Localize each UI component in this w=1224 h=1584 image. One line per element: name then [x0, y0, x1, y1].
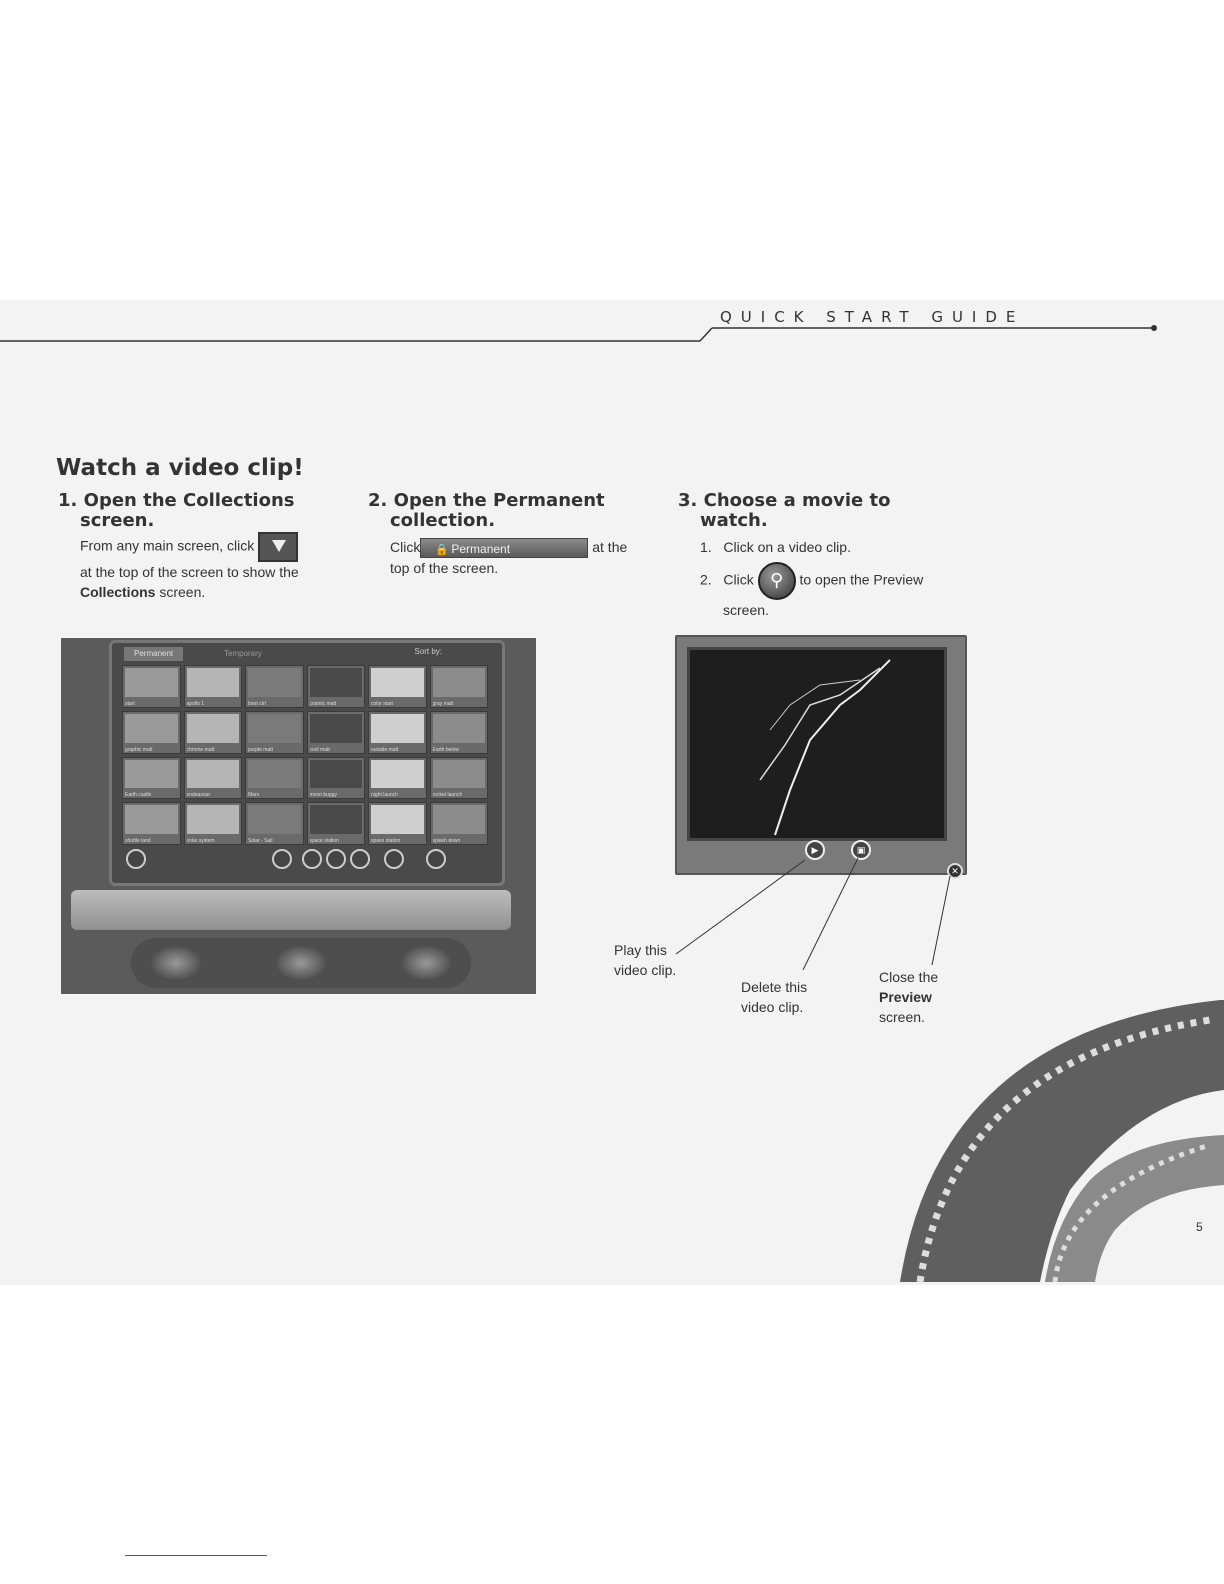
clip-caption: purple matt	[248, 746, 274, 753]
clip-caption: night launch	[371, 792, 398, 799]
step-3-sub2-text-b: to open the Preview	[799, 571, 924, 588]
step-3-sub2-number: 2.	[700, 571, 712, 588]
step-3-sub2-text-a: Click	[723, 571, 754, 588]
clip-caption: splash down	[432, 838, 461, 844]
callout-delete-line1: Delete this	[741, 979, 808, 995]
guide-title: QUICK START GUIDE	[720, 308, 1025, 326]
clip-caption: rocket launch	[432, 792, 463, 799]
step-1-text-bold: Collections	[80, 584, 156, 600]
clip-caption: graphic matt	[125, 746, 153, 753]
clip-caption: boot ctrl	[248, 700, 266, 707]
callout-close-line1: Close the	[879, 969, 939, 985]
page-title: Watch a video clip!	[56, 455, 304, 481]
trash-icon[interactable]: ▣	[851, 840, 871, 860]
clip-caption: color start	[371, 700, 393, 707]
step-3-heading-line1: Choose a movie to	[703, 490, 891, 511]
step-2-heading-line2: collection.	[390, 510, 496, 531]
clip-caption: cool matt	[309, 746, 330, 753]
callout-close-bold: Preview	[879, 989, 932, 1005]
clip-caption: Earth castle	[125, 792, 152, 799]
step-3-sub1-number: 1.	[700, 539, 712, 555]
clip-caption: outside matt	[371, 746, 399, 753]
sort-label: Sort by:	[414, 647, 442, 656]
callout-close-line3: screen.	[879, 1009, 925, 1025]
callout-delete-line2: video clip.	[741, 999, 804, 1015]
callout-play	[614, 940, 676, 980]
permanent-tab-label: Permanent	[451, 542, 511, 557]
step-3-sub1-text: Click on a video clip.	[723, 539, 851, 555]
clip-caption: Earth below	[432, 746, 459, 753]
step-1-text-a: From any main screen, click	[80, 537, 255, 554]
clip-caption: space station	[371, 838, 401, 844]
clip-caption: shuttle land	[125, 838, 151, 844]
film-strip-decoration	[880, 990, 1224, 1286]
tab-temporary[interactable]: Temporary	[224, 649, 262, 658]
step-2-text-b: at the	[592, 539, 628, 555]
clip-caption: space station	[309, 838, 339, 844]
clip-caption: moon buggy	[309, 792, 338, 799]
clip-caption: endeavour	[186, 792, 211, 799]
lock-icon: 🔒	[435, 544, 450, 557]
clip-caption: start	[125, 700, 135, 707]
callout-play-line1: Play this	[614, 942, 667, 958]
step-1-heading-line2: screen.	[80, 510, 155, 531]
step-2-text-c: top of the screen.	[390, 560, 499, 577]
step-1-text-c: screen.	[159, 584, 206, 600]
play-icon[interactable]: ▶	[805, 840, 825, 860]
clip-caption: Solar - Sail	[248, 838, 273, 844]
tab-permanent[interactable]: Permanent	[124, 647, 183, 661]
clip-caption: Mars	[248, 792, 260, 799]
clip-caption: cosmic matt	[309, 700, 337, 707]
callout-delete	[741, 977, 807, 1017]
step-1-number: 1.	[58, 490, 78, 511]
page-number: 5	[1196, 1220, 1203, 1234]
step-1-text-b: at the top of the screen to show the	[80, 564, 299, 580]
clip-caption: gray matt	[432, 700, 454, 707]
step-1-heading-line1: Open the Collections	[83, 490, 295, 511]
clip-caption: apollo 1	[186, 700, 205, 707]
step-3-number: 3.	[678, 490, 698, 511]
magnifier-icon: ⚲	[758, 562, 796, 600]
step-3-heading-line2: watch.	[700, 510, 768, 531]
callout-play-line2: video clip.	[614, 962, 677, 978]
close-icon[interactable]: ✕	[947, 863, 963, 879]
step-2-heading-line1: Open the Permanent	[393, 490, 605, 511]
step-2-text-a: Click	[390, 539, 421, 555]
bottom-underline	[125, 1555, 267, 1556]
step-3-sub2-text-c: screen.	[723, 602, 769, 618]
clip-caption: chrome matt	[186, 746, 215, 753]
clip-caption: solar system	[186, 838, 215, 844]
step-2-number: 2.	[368, 490, 388, 511]
